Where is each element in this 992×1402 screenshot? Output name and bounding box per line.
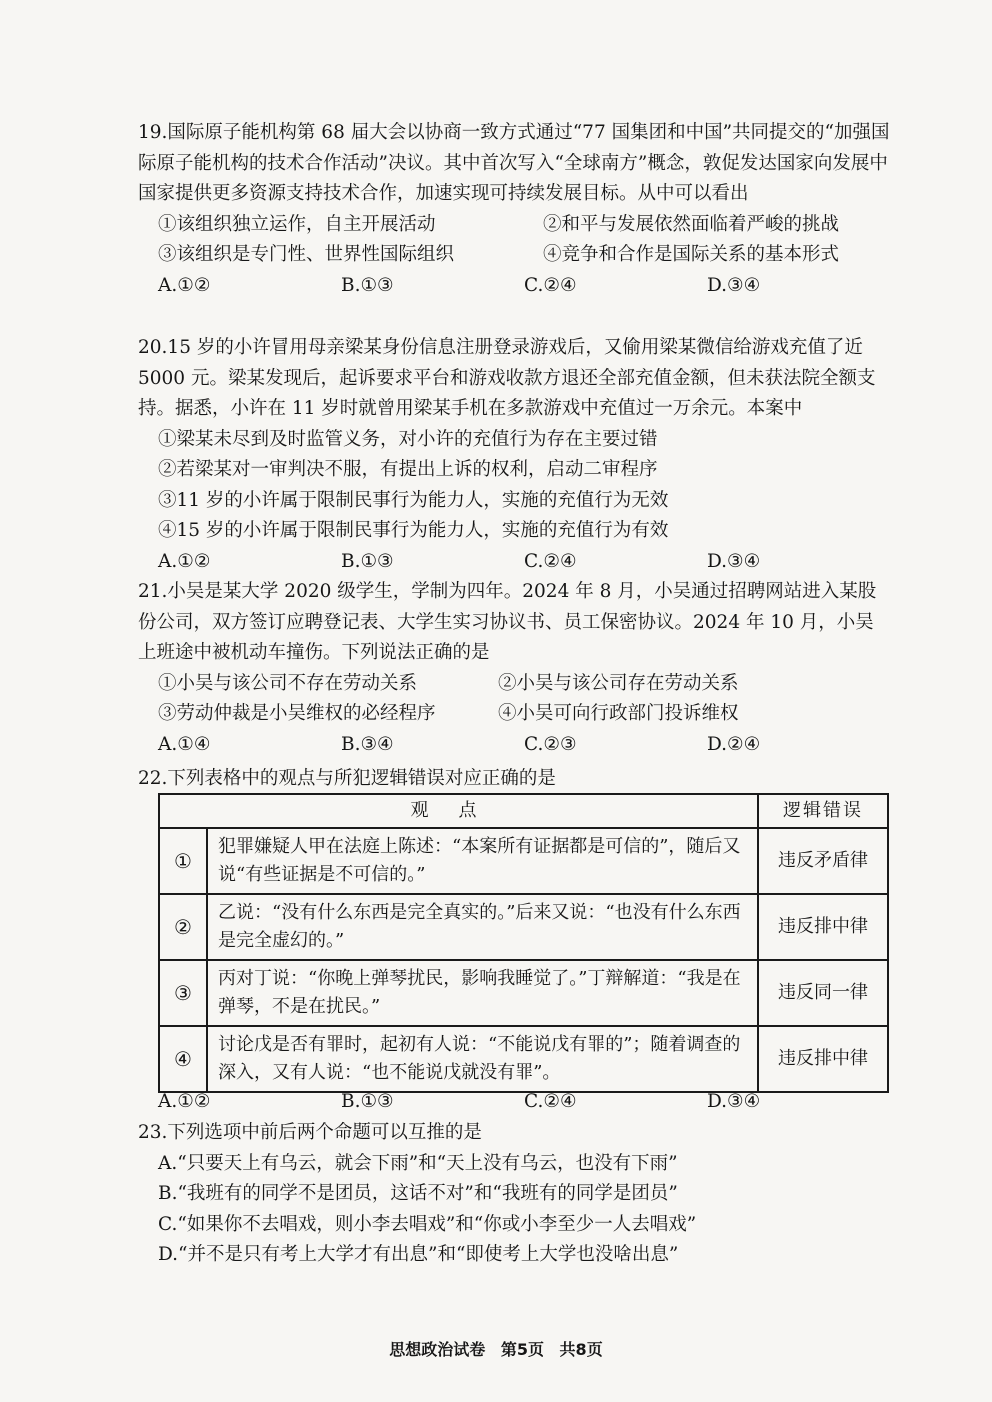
- answer-a: A.①②: [158, 1091, 211, 1112]
- question-20-option-2: ②若梁某对一审判决不服，有提出上诉的权利，启动二审程序: [158, 459, 658, 480]
- question-19: [138, 118, 890, 301]
- table-header-view: 观点: [159, 794, 758, 828]
- answer-d: D.③④: [707, 1091, 761, 1112]
- logic-error-table: [158, 793, 889, 1093]
- question-21-option-3: ③劳动仲裁是小吴维权的必经程序: [158, 703, 436, 724]
- answer-b: B.①③: [341, 274, 394, 296]
- answer-d: D.③④: [707, 550, 761, 572]
- question-22-stem: 22.下列表格中的观点与所犯逻辑错误对应正确的是: [138, 768, 556, 789]
- answer-c: C.②③: [524, 733, 577, 755]
- question-20-stem: 20.15 岁的小许冒用母亲梁某身份信息注册登录游戏后，又偷用梁某微信给游戏充值了近 5000 元。梁某发现后，起诉要求平台和游戏收款方退还全部充值金额，但未获法院全额支持。据悉，小许在 11 岁时就曾用梁某手机在多款游戏中充值过一万余元。本案中: [138, 337, 876, 419]
- answer-a: A.①②: [158, 550, 211, 572]
- table-row: [159, 960, 888, 1026]
- answer-a: A.①②: [158, 274, 211, 296]
- answer-d: D.③④: [707, 274, 761, 296]
- question-23-option-a: A.“只要天上有乌云，就会下雨”和“天上没有乌云，也没有下雨”: [158, 1152, 678, 1174]
- page-footer: 思想政治试卷 第5页 共8页: [389, 1340, 603, 1359]
- question-19-answers: [138, 271, 890, 302]
- question-20-answers: [138, 547, 890, 578]
- question-23-stem: 23.下列选项中前后两个命题可以互推的是: [138, 1122, 482, 1143]
- answer-b: B.①③: [341, 550, 394, 572]
- question-19-option-2: ②和平与发展依然面临着严峻的挑战: [543, 213, 840, 235]
- question-21: [138, 577, 890, 760]
- question-21-option-4: ④小吴可向行政部门投诉维权: [498, 703, 739, 724]
- question-19-stem: 19.国际原子能机构第 68 届大会以协商一致方式通过“77 国集团和中国”共同提交的“加强国际原子能机构的技术合作活动”决议。其中首次写入“全球南方”概念，敦促发达国家向发展中国家提供更多资源支持技术合作，加速实现可持续发展目标。从中可以看出: [138, 122, 890, 204]
- question-20-option-3: ③11 岁的小许属于限制民事行为能力人，实施的充值行为无效: [158, 489, 669, 511]
- table-row: [159, 828, 888, 894]
- question-22-answers: [138, 1087, 890, 1118]
- table-row: [159, 894, 888, 960]
- row-view: 丙对丁说：“你晚上弹琴扰民，影响我睡觉了。”丁辩解道：“我是在弹琴，不是在扰民。”: [207, 960, 758, 1026]
- question-20-option-1: ①梁某未尽到及时监管义务，对小许的充值行为存在主要过错: [158, 428, 658, 450]
- question-21-option-2: ②小吴与该公司存在劳动关系: [498, 672, 739, 694]
- answer-c: C.②④: [524, 274, 577, 296]
- question-20: [138, 333, 890, 577]
- row-error: 违反排中律: [758, 894, 888, 960]
- row-index: ③: [159, 960, 207, 1026]
- question-19-options-row-2: [138, 240, 890, 271]
- question-23-option-d: D.“并不是只有考上大学才有出息”和“即使考上大学也没啥出息”: [158, 1244, 679, 1265]
- table-row: [159, 1026, 888, 1092]
- row-view: 讨论戊是否有罪时，起初有人说：“不能说戊有罪的”；随着调查的深入，又有人说：“也不能说戊就没有罪”。: [207, 1026, 758, 1092]
- question-21-options-row-1: [138, 669, 890, 700]
- row-index: ①: [159, 828, 207, 894]
- question-19-option-4: ④竞争和合作是国际关系的基本形式: [543, 244, 840, 265]
- row-index: ②: [159, 894, 207, 960]
- question-21-stem: 21.小吴是某大学 2020 级学生，学制为四年。2024 年 8 月，小吴通过招聘网站进入某股份公司，双方签订应聘登记表、大学生实习协议书、员工保密协议。2024 年 10 月，小吴上班途中被机动车撞伤。下列说法正确的是: [138, 581, 877, 663]
- question-19-options-row-1: [138, 210, 890, 241]
- answer-d: D.②④: [707, 733, 761, 755]
- answer-b: B.①③: [341, 1091, 394, 1112]
- row-view: 犯罪嫌疑人甲在法庭上陈述：“本案所有证据都是可信的”，随后又说“有些证据是不可信的。”: [207, 828, 758, 894]
- question-21-answers: [138, 730, 890, 761]
- question-19-option-1: ①该组织独立运作，自主开展活动: [158, 213, 436, 235]
- table-header-error: 逻辑错误: [758, 794, 888, 828]
- row-error: 违反同一律: [758, 960, 888, 1026]
- answer-c: C.②④: [524, 1091, 577, 1112]
- question-22: [138, 764, 890, 795]
- answer-c: C.②④: [524, 550, 577, 572]
- row-index: ④: [159, 1026, 207, 1092]
- question-23: [138, 1118, 890, 1271]
- question-20-option-4: ④15 岁的小许属于限制民事行为能力人，实施的充值行为有效: [158, 520, 669, 541]
- question-21-options-row-2: [138, 699, 890, 730]
- row-error: 违反排中律: [758, 1026, 888, 1092]
- answer-a: A.①④: [158, 733, 211, 755]
- table-header-row: [159, 794, 888, 828]
- question-21-option-1: ①小吴与该公司不存在劳动关系: [158, 672, 418, 694]
- answer-b: B.③④: [341, 733, 394, 755]
- question-22-answers-block: [138, 1087, 890, 1118]
- question-23-option-c: C.“如果你不去唱戏，则小李去唱戏”和“你或小李至少一人去唱戏”: [158, 1213, 697, 1235]
- question-23-option-b: B.“我班有的同学不是团员，这话不对”和“我班有的同学是团员”: [158, 1183, 678, 1204]
- question-19-option-3: ③该组织是专门性、世界性国际组织: [158, 244, 455, 265]
- row-error: 违反矛盾律: [758, 828, 888, 894]
- row-view: 乙说：“没有什么东西是完全真实的。”后来又说：“也没有什么东西是完全虚幻的。”: [207, 894, 758, 960]
